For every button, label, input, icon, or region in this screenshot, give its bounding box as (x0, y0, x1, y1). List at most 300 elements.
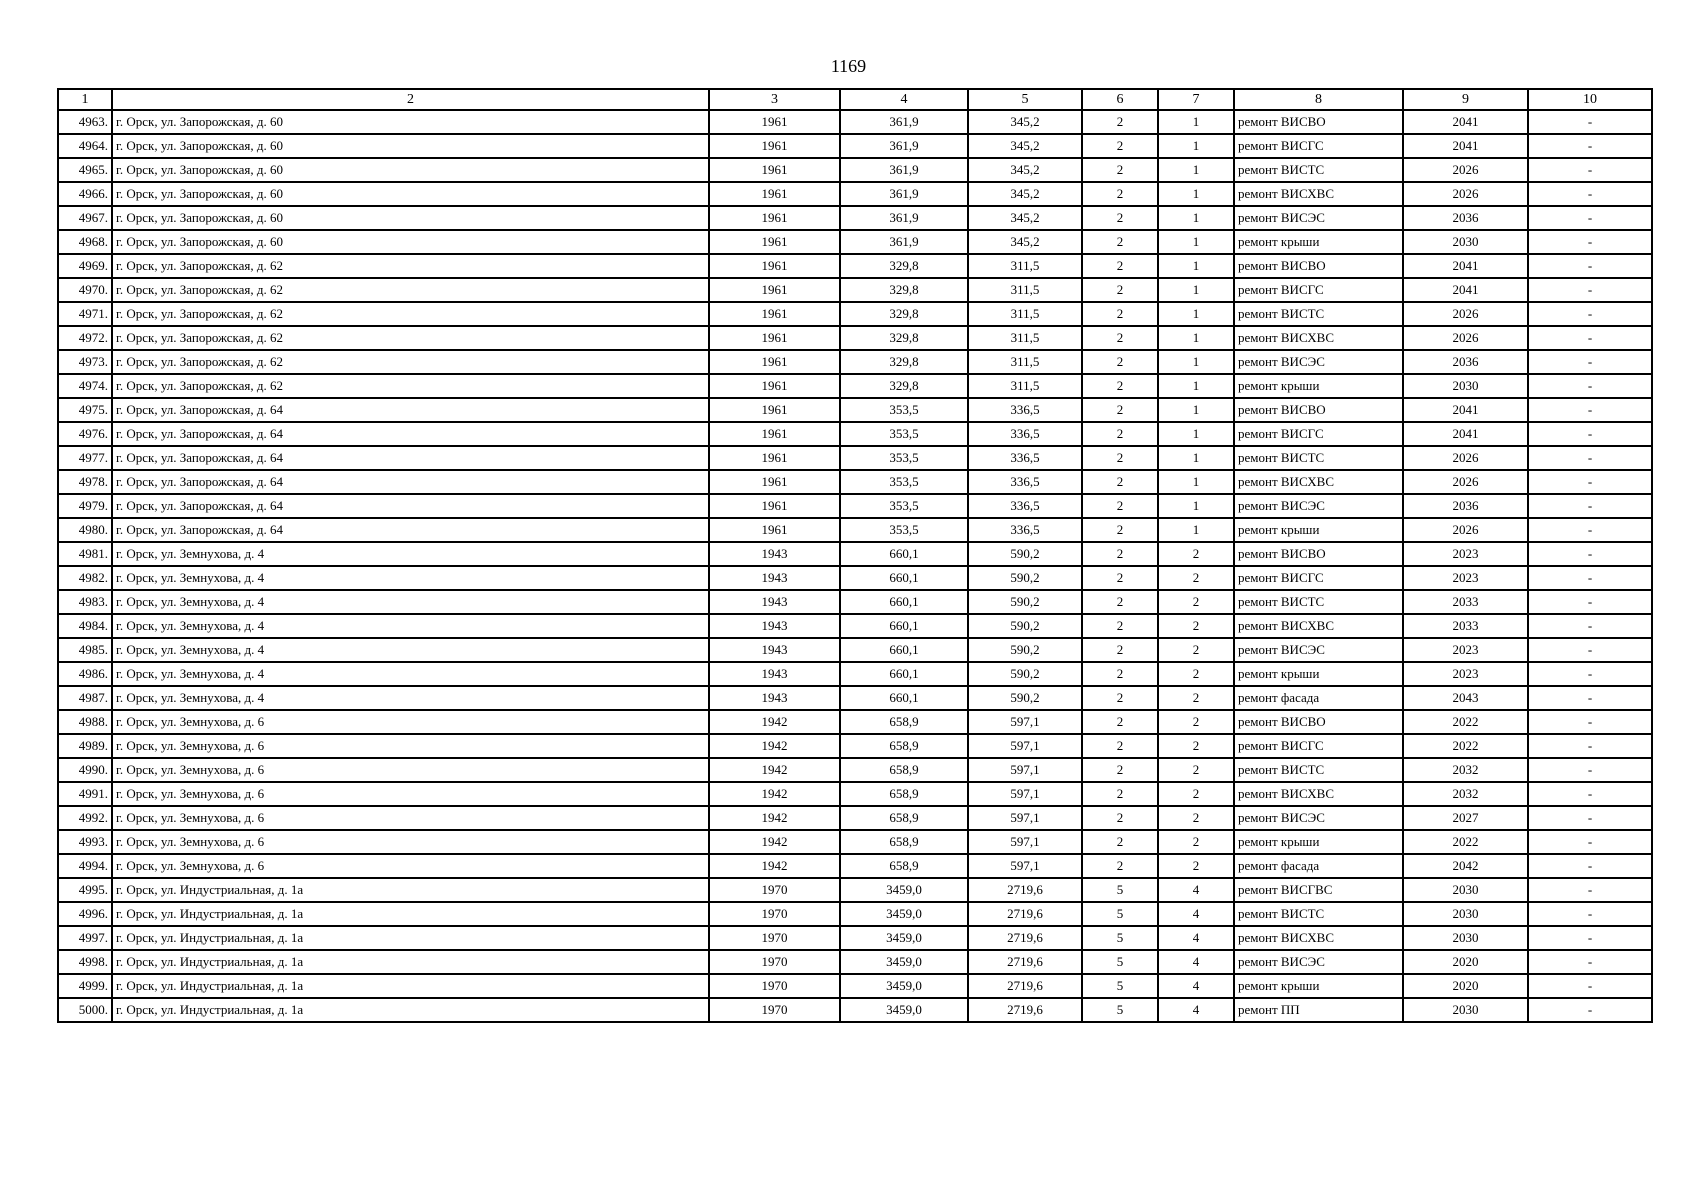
cell-work-type: ремонт ВИСВО (1234, 254, 1403, 278)
cell-floors: 2 (1082, 206, 1158, 230)
cell-total-area: 361,9 (840, 158, 968, 182)
cell-year-built: 1943 (709, 662, 840, 686)
cell-year-built: 1961 (709, 374, 840, 398)
cell-work-type: ремонт ВИСЭС (1234, 494, 1403, 518)
cell-floors: 2 (1082, 494, 1158, 518)
cell-total-area: 361,9 (840, 182, 968, 206)
cell-living-area: 336,5 (968, 494, 1082, 518)
cell-living-area: 345,2 (968, 182, 1082, 206)
cell-planned-year: 2026 (1403, 182, 1528, 206)
cell-entrances: 1 (1158, 374, 1234, 398)
cell-floors: 5 (1082, 974, 1158, 998)
cell-living-area: 2719,6 (968, 878, 1082, 902)
cell-living-area: 2719,6 (968, 950, 1082, 974)
cell-work-type: ремонт ВИСТС (1234, 902, 1403, 926)
cell-address: г. Орск, ул. Запорожская, д. 62 (112, 302, 709, 326)
cell-year-built: 1961 (709, 182, 840, 206)
cell-work-type: ремонт фасада (1234, 854, 1403, 878)
cell-address: г. Орск, ул. Земнухова, д. 6 (112, 734, 709, 758)
cell-address: г. Орск, ул. Индустриальная, д. 1а (112, 974, 709, 998)
cell-address: г. Орск, ул. Запорожская, д. 64 (112, 422, 709, 446)
cell-address: г. Орск, ул. Земнухова, д. 4 (112, 542, 709, 566)
cell-entrances: 1 (1158, 422, 1234, 446)
table-row (58, 878, 1652, 902)
cell-work-type: ремонт ВИСХВС (1234, 782, 1403, 806)
cell-year-built: 1943 (709, 638, 840, 662)
cell-address: г. Орск, ул. Запорожская, д. 64 (112, 398, 709, 422)
cell-year-built: 1970 (709, 878, 840, 902)
cell-row-number: 4967. (58, 206, 112, 230)
cell-row-number: 4980. (58, 518, 112, 542)
cell-living-area: 311,5 (968, 350, 1082, 374)
cell-work-type: ремонт ВИСХВС (1234, 470, 1403, 494)
cell-floors: 5 (1082, 950, 1158, 974)
cell-living-area: 590,2 (968, 566, 1082, 590)
cell-note: - (1528, 494, 1652, 518)
cell-year-built: 1961 (709, 158, 840, 182)
cell-row-number: 4999. (58, 974, 112, 998)
table-row (58, 734, 1652, 758)
cell-year-built: 1942 (709, 710, 840, 734)
cell-row-number: 5000. (58, 998, 112, 1022)
cell-address: г. Орск, ул. Земнухова, д. 4 (112, 662, 709, 686)
cell-floors: 5 (1082, 926, 1158, 950)
cell-entrances: 2 (1158, 806, 1234, 830)
cell-entrances: 1 (1158, 182, 1234, 206)
table-row (58, 854, 1652, 878)
cell-total-area: 353,5 (840, 494, 968, 518)
cell-work-type: ремонт ПП (1234, 998, 1403, 1022)
cell-note: - (1528, 470, 1652, 494)
cell-year-built: 1961 (709, 206, 840, 230)
cell-living-area: 311,5 (968, 326, 1082, 350)
cell-work-type: ремонт ВИСХВС (1234, 326, 1403, 350)
cell-work-type: ремонт ВИСГС (1234, 278, 1403, 302)
cell-note: - (1528, 998, 1652, 1022)
cell-living-area: 597,1 (968, 830, 1082, 854)
cell-floors: 2 (1082, 686, 1158, 710)
cell-entrances: 1 (1158, 158, 1234, 182)
cell-entrances: 2 (1158, 566, 1234, 590)
cell-year-built: 1961 (709, 134, 840, 158)
cell-row-number: 4998. (58, 950, 112, 974)
cell-planned-year: 2036 (1403, 206, 1528, 230)
cell-floors: 2 (1082, 446, 1158, 470)
cell-work-type: ремонт крыши (1234, 662, 1403, 686)
cell-entrances: 4 (1158, 902, 1234, 926)
cell-total-area: 660,1 (840, 614, 968, 638)
cell-floors: 2 (1082, 854, 1158, 878)
cell-floors: 2 (1082, 422, 1158, 446)
cell-work-type: ремонт ВИСВО (1234, 398, 1403, 422)
cell-address: г. Орск, ул. Земнухова, д. 4 (112, 590, 709, 614)
cell-living-area: 590,2 (968, 542, 1082, 566)
cell-address: г. Орск, ул. Запорожская, д. 64 (112, 470, 709, 494)
cell-planned-year: 2026 (1403, 470, 1528, 494)
cell-work-type: ремонт ВИСЭС (1234, 638, 1403, 662)
cell-row-number: 4997. (58, 926, 112, 950)
cell-floors: 2 (1082, 782, 1158, 806)
cell-floors: 2 (1082, 518, 1158, 542)
cell-note: - (1528, 230, 1652, 254)
table-row (58, 830, 1652, 854)
cell-total-area: 658,9 (840, 758, 968, 782)
cell-year-built: 1942 (709, 734, 840, 758)
cell-living-area: 590,2 (968, 638, 1082, 662)
cell-note: - (1528, 830, 1652, 854)
cell-entrances: 1 (1158, 494, 1234, 518)
cell-planned-year: 2020 (1403, 950, 1528, 974)
cell-floors: 2 (1082, 470, 1158, 494)
cell-planned-year: 2027 (1403, 806, 1528, 830)
cell-work-type: ремонт ВИСГС (1234, 134, 1403, 158)
cell-entrances: 2 (1158, 758, 1234, 782)
cell-row-number: 4975. (58, 398, 112, 422)
table-row (58, 302, 1652, 326)
cell-total-area: 660,1 (840, 542, 968, 566)
cell-total-area: 658,9 (840, 806, 968, 830)
cell-row-number: 4993. (58, 830, 112, 854)
cell-year-built: 1961 (709, 398, 840, 422)
table-row (58, 182, 1652, 206)
cell-living-area: 597,1 (968, 734, 1082, 758)
table-row (58, 662, 1652, 686)
column-header: 3 (709, 89, 840, 110)
column-header: 8 (1234, 89, 1403, 110)
table-row (58, 254, 1652, 278)
table-row (58, 374, 1652, 398)
cell-planned-year: 2030 (1403, 878, 1528, 902)
cell-living-area: 336,5 (968, 422, 1082, 446)
cell-note: - (1528, 638, 1652, 662)
cell-total-area: 329,8 (840, 254, 968, 278)
cell-work-type: ремонт ВИСЭС (1234, 206, 1403, 230)
cell-planned-year: 2023 (1403, 662, 1528, 686)
cell-entrances: 4 (1158, 926, 1234, 950)
cell-living-area: 345,2 (968, 158, 1082, 182)
cell-note: - (1528, 182, 1652, 206)
cell-work-type: ремонт ВИСТС (1234, 302, 1403, 326)
table-row (58, 902, 1652, 926)
cell-floors: 2 (1082, 230, 1158, 254)
cell-note: - (1528, 590, 1652, 614)
cell-year-built: 1942 (709, 758, 840, 782)
cell-address: г. Орск, ул. Запорожская, д. 62 (112, 350, 709, 374)
cell-note: - (1528, 854, 1652, 878)
cell-living-area: 597,1 (968, 782, 1082, 806)
cell-entrances: 1 (1158, 446, 1234, 470)
cell-address: г. Орск, ул. Индустриальная, д. 1а (112, 950, 709, 974)
cell-floors: 2 (1082, 134, 1158, 158)
cell-year-built: 1943 (709, 686, 840, 710)
cell-floors: 2 (1082, 566, 1158, 590)
cell-year-built: 1943 (709, 566, 840, 590)
cell-year-built: 1961 (709, 470, 840, 494)
table-row (58, 590, 1652, 614)
cell-total-area: 353,5 (840, 470, 968, 494)
cell-living-area: 597,1 (968, 758, 1082, 782)
cell-entrances: 1 (1158, 350, 1234, 374)
cell-row-number: 4987. (58, 686, 112, 710)
column-header: 5 (968, 89, 1082, 110)
cell-entrances: 2 (1158, 734, 1234, 758)
cell-year-built: 1961 (709, 302, 840, 326)
cell-work-type: ремонт ВИСХВС (1234, 614, 1403, 638)
cell-note: - (1528, 686, 1652, 710)
cell-living-area: 336,5 (968, 446, 1082, 470)
cell-work-type: ремонт ВИСВО (1234, 710, 1403, 734)
cell-entrances: 2 (1158, 782, 1234, 806)
cell-note: - (1528, 566, 1652, 590)
cell-address: г. Орск, ул. Запорожская, д. 62 (112, 254, 709, 278)
registry-table (57, 88, 1653, 1023)
cell-note: - (1528, 782, 1652, 806)
cell-address: г. Орск, ул. Запорожская, д. 64 (112, 518, 709, 542)
cell-planned-year: 2043 (1403, 686, 1528, 710)
cell-living-area: 2719,6 (968, 998, 1082, 1022)
cell-floors: 2 (1082, 182, 1158, 206)
cell-entrances: 2 (1158, 854, 1234, 878)
cell-total-area: 3459,0 (840, 998, 968, 1022)
cell-planned-year: 2026 (1403, 446, 1528, 470)
cell-living-area: 590,2 (968, 614, 1082, 638)
cell-entrances: 2 (1158, 590, 1234, 614)
cell-note: - (1528, 614, 1652, 638)
cell-row-number: 4974. (58, 374, 112, 398)
table-row (58, 518, 1652, 542)
cell-address: г. Орск, ул. Земнухова, д. 6 (112, 854, 709, 878)
cell-note: - (1528, 758, 1652, 782)
cell-total-area: 361,9 (840, 230, 968, 254)
cell-total-area: 329,8 (840, 302, 968, 326)
table-body (58, 110, 1652, 1022)
cell-planned-year: 2022 (1403, 710, 1528, 734)
cell-living-area: 2719,6 (968, 926, 1082, 950)
cell-note: - (1528, 134, 1652, 158)
cell-year-built: 1961 (709, 518, 840, 542)
cell-address: г. Орск, ул. Земнухова, д. 4 (112, 638, 709, 662)
cell-work-type: ремонт крыши (1234, 974, 1403, 998)
cell-note: - (1528, 806, 1652, 830)
cell-planned-year: 2030 (1403, 902, 1528, 926)
cell-row-number: 4981. (58, 542, 112, 566)
cell-total-area: 361,9 (840, 206, 968, 230)
cell-floors: 2 (1082, 326, 1158, 350)
cell-planned-year: 2042 (1403, 854, 1528, 878)
cell-year-built: 1961 (709, 494, 840, 518)
cell-work-type: ремонт крыши (1234, 830, 1403, 854)
table-row (58, 710, 1652, 734)
cell-entrances: 1 (1158, 110, 1234, 134)
cell-floors: 2 (1082, 662, 1158, 686)
cell-year-built: 1961 (709, 446, 840, 470)
cell-row-number: 4990. (58, 758, 112, 782)
cell-note: - (1528, 902, 1652, 926)
cell-entrances: 2 (1158, 638, 1234, 662)
cell-note: - (1528, 350, 1652, 374)
cell-total-area: 3459,0 (840, 878, 968, 902)
cell-address: г. Орск, ул. Земнухова, д. 6 (112, 782, 709, 806)
cell-year-built: 1961 (709, 326, 840, 350)
cell-note: - (1528, 974, 1652, 998)
cell-row-number: 4986. (58, 662, 112, 686)
cell-entrances: 4 (1158, 950, 1234, 974)
cell-floors: 2 (1082, 590, 1158, 614)
table-row (58, 206, 1652, 230)
cell-entrances: 4 (1158, 878, 1234, 902)
cell-row-number: 4988. (58, 710, 112, 734)
cell-floors: 5 (1082, 878, 1158, 902)
cell-planned-year: 2026 (1403, 158, 1528, 182)
cell-floors: 5 (1082, 902, 1158, 926)
cell-planned-year: 2041 (1403, 254, 1528, 278)
cell-work-type: ремонт ВИСЭС (1234, 350, 1403, 374)
cell-floors: 2 (1082, 638, 1158, 662)
cell-total-area: 361,9 (840, 110, 968, 134)
header-row (58, 89, 1652, 110)
cell-address: г. Орск, ул. Индустриальная, д. 1а (112, 998, 709, 1022)
cell-floors: 2 (1082, 158, 1158, 182)
cell-total-area: 658,9 (840, 830, 968, 854)
cell-entrances: 4 (1158, 974, 1234, 998)
cell-address: г. Орск, ул. Запорожская, д. 60 (112, 110, 709, 134)
table-row (58, 926, 1652, 950)
cell-entrances: 2 (1158, 830, 1234, 854)
cell-total-area: 353,5 (840, 518, 968, 542)
cell-planned-year: 2041 (1403, 134, 1528, 158)
cell-planned-year: 2022 (1403, 830, 1528, 854)
cell-floors: 2 (1082, 830, 1158, 854)
cell-note: - (1528, 878, 1652, 902)
column-header: 1 (58, 89, 112, 110)
cell-work-type: ремонт фасада (1234, 686, 1403, 710)
cell-planned-year: 2033 (1403, 590, 1528, 614)
cell-floors: 2 (1082, 614, 1158, 638)
cell-address: г. Орск, ул. Земнухова, д. 6 (112, 710, 709, 734)
cell-address: г. Орск, ул. Запорожская, д. 60 (112, 134, 709, 158)
cell-entrances: 2 (1158, 662, 1234, 686)
cell-note: - (1528, 398, 1652, 422)
cell-total-area: 658,9 (840, 782, 968, 806)
cell-address: г. Орск, ул. Запорожская, д. 62 (112, 374, 709, 398)
cell-living-area: 345,2 (968, 230, 1082, 254)
cell-address: г. Орск, ул. Земнухова, д. 6 (112, 830, 709, 854)
cell-floors: 2 (1082, 278, 1158, 302)
page-number: 1169 (830, 56, 867, 76)
cell-row-number: 4977. (58, 446, 112, 470)
cell-total-area: 660,1 (840, 638, 968, 662)
cell-row-number: 4965. (58, 158, 112, 182)
table-row (58, 998, 1652, 1022)
cell-entrances: 2 (1158, 614, 1234, 638)
cell-planned-year: 2023 (1403, 566, 1528, 590)
cell-work-type: ремонт ВИСГС (1234, 734, 1403, 758)
cell-address: г. Орск, ул. Запорожская, д. 64 (112, 446, 709, 470)
cell-living-area: 597,1 (968, 806, 1082, 830)
cell-floors: 2 (1082, 254, 1158, 278)
cell-total-area: 329,8 (840, 374, 968, 398)
cell-year-built: 1942 (709, 830, 840, 854)
cell-note: - (1528, 518, 1652, 542)
table-row (58, 134, 1652, 158)
cell-row-number: 4963. (58, 110, 112, 134)
cell-planned-year: 2041 (1403, 398, 1528, 422)
cell-entrances: 1 (1158, 518, 1234, 542)
cell-note: - (1528, 542, 1652, 566)
cell-address: г. Орск, ул. Индустриальная, д. 1а (112, 926, 709, 950)
cell-living-area: 590,2 (968, 662, 1082, 686)
cell-planned-year: 2030 (1403, 230, 1528, 254)
cell-year-built: 1970 (709, 950, 840, 974)
cell-total-area: 353,5 (840, 446, 968, 470)
cell-planned-year: 2026 (1403, 518, 1528, 542)
cell-work-type: ремонт ВИСЭС (1234, 806, 1403, 830)
cell-planned-year: 2032 (1403, 758, 1528, 782)
cell-row-number: 4968. (58, 230, 112, 254)
cell-entrances: 2 (1158, 686, 1234, 710)
cell-year-built: 1970 (709, 974, 840, 998)
table-row (58, 110, 1652, 134)
cell-living-area: 2719,6 (968, 974, 1082, 998)
table-row (58, 422, 1652, 446)
cell-entrances: 1 (1158, 230, 1234, 254)
table-row (58, 542, 1652, 566)
cell-row-number: 4994. (58, 854, 112, 878)
cell-work-type: ремонт крыши (1234, 374, 1403, 398)
cell-planned-year: 2020 (1403, 974, 1528, 998)
cell-row-number: 4970. (58, 278, 112, 302)
cell-planned-year: 2036 (1403, 350, 1528, 374)
table-row (58, 638, 1652, 662)
cell-address: г. Орск, ул. Земнухова, д. 4 (112, 686, 709, 710)
cell-note: - (1528, 950, 1652, 974)
cell-address: г. Орск, ул. Индустриальная, д. 1а (112, 902, 709, 926)
cell-row-number: 4983. (58, 590, 112, 614)
cell-work-type: ремонт ВИСТС (1234, 590, 1403, 614)
cell-living-area: 345,2 (968, 110, 1082, 134)
table-row (58, 494, 1652, 518)
cell-planned-year: 2026 (1403, 326, 1528, 350)
cell-work-type: ремонт крыши (1234, 230, 1403, 254)
cell-work-type: ремонт ВИСГВС (1234, 878, 1403, 902)
table-row (58, 806, 1652, 830)
cell-living-area: 311,5 (968, 374, 1082, 398)
cell-entrances: 1 (1158, 134, 1234, 158)
cell-note: - (1528, 326, 1652, 350)
cell-work-type: ремонт ВИСТС (1234, 446, 1403, 470)
cell-address: г. Орск, ул. Земнухова, д. 6 (112, 806, 709, 830)
cell-planned-year: 2033 (1403, 614, 1528, 638)
cell-entrances: 1 (1158, 206, 1234, 230)
cell-work-type: ремонт ВИСЭС (1234, 950, 1403, 974)
cell-floors: 5 (1082, 998, 1158, 1022)
cell-row-number: 4985. (58, 638, 112, 662)
cell-row-number: 4995. (58, 878, 112, 902)
cell-floors: 2 (1082, 374, 1158, 398)
cell-floors: 2 (1082, 710, 1158, 734)
cell-entrances: 1 (1158, 302, 1234, 326)
cell-floors: 2 (1082, 734, 1158, 758)
cell-note: - (1528, 926, 1652, 950)
cell-floors: 2 (1082, 806, 1158, 830)
cell-row-number: 4996. (58, 902, 112, 926)
table-row (58, 350, 1652, 374)
cell-planned-year: 2022 (1403, 734, 1528, 758)
cell-entrances: 1 (1158, 398, 1234, 422)
cell-address: г. Орск, ул. Запорожская, д. 60 (112, 158, 709, 182)
cell-year-built: 1943 (709, 542, 840, 566)
cell-note: - (1528, 662, 1652, 686)
